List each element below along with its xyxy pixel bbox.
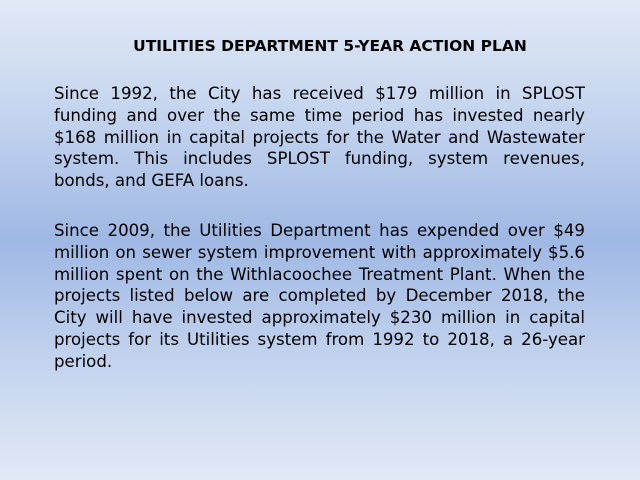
slide-title: UTILITIES DEPARTMENT 5-YEAR ACTION PLAN [133,37,527,55]
paragraph-splost-funding: Since 1992, the City has received $179 million in SPLOST funding and over the same time period has invested nearly $168 million in capital projects for the Water and Wastewater system. This includes SPLOST funding, system revenues, bonds, and GEFA loans. [54,84,585,191]
paragraph-utilities-expenditure: Since 2009, the Utilities Department has expended over $49 million on sewer system improvement with approximately $5.6 million spent on the Withlacoochee Treatment Plant. When the projects listed below are completed by December 2018, the City will have invested approximately $230 million in capital projects for its Utilities system from 1992 to 2018, a 26-year period. [54,221,585,371]
